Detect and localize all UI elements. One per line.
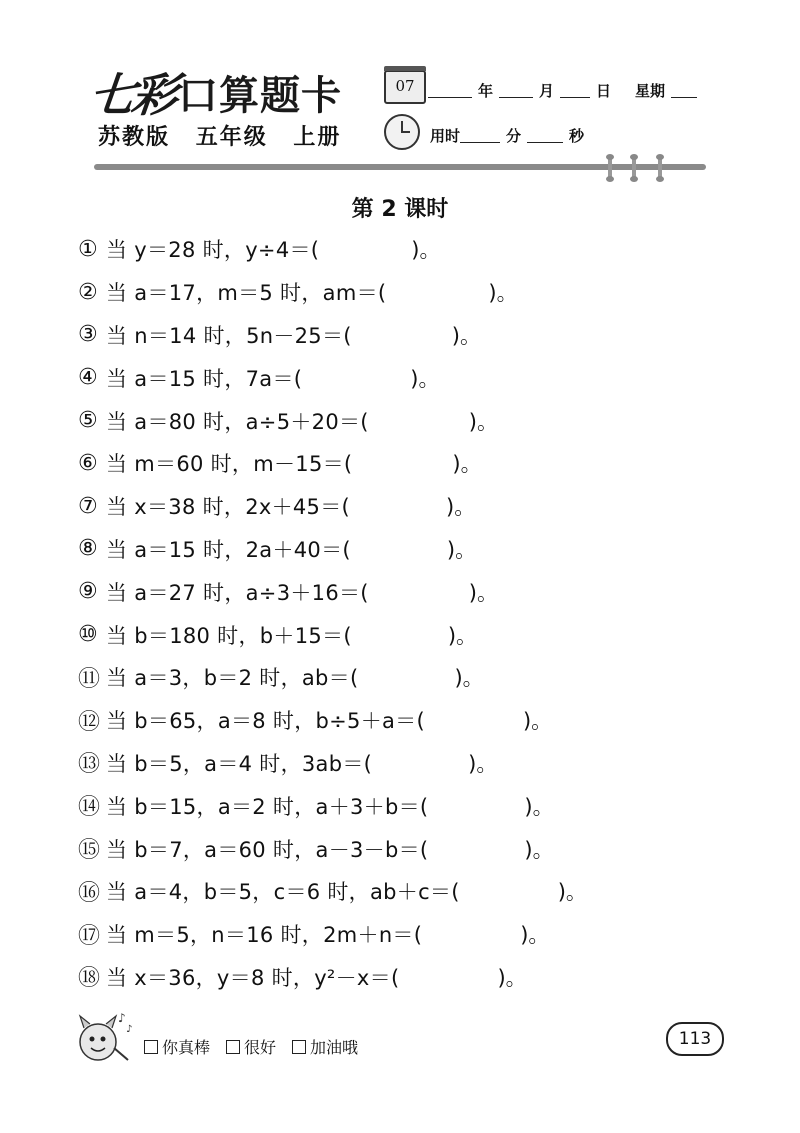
answer-close: )。 — [524, 794, 554, 819]
problem-expression: 当 a＝27 时，a÷3＋16＝( — [106, 580, 369, 605]
problem-expression: 当 n＝14 时，5n－25＝( — [106, 323, 352, 348]
checkbox[interactable] — [144, 1040, 158, 1054]
answer-close: )。 — [452, 452, 482, 477]
header-divider — [94, 164, 706, 170]
problem-expression: 当 m＝5，n＝16 时，2m＋n＝( — [106, 923, 423, 948]
rating-label: 很好 — [244, 1038, 277, 1057]
minutes-label: 分 — [506, 127, 522, 145]
problem-expression: 当 x＝38 时，2x＋45＝( — [106, 495, 351, 520]
year-blank[interactable] — [428, 83, 472, 98]
problem-item — [78, 399, 738, 442]
self-rating — [144, 1035, 358, 1058]
volume: 上册 — [293, 125, 342, 150]
problem-item — [78, 656, 738, 699]
problem-expression: 当 a＝15 时，2a＋40＝( — [106, 537, 351, 562]
answer-close: )。 — [468, 409, 498, 434]
problem-expression: 当 a＝15 时，7a＝( — [106, 366, 303, 391]
problem-number: ⑭ — [78, 795, 101, 821]
problem-expression: 当 m＝60 时，m－15＝( — [106, 452, 353, 477]
problem-number: ⑤ — [78, 408, 98, 434]
problem-expression: 当 a＝4，b＝5，c＝6 时，ab＋c＝( — [106, 880, 460, 905]
rating-great[interactable] — [144, 1035, 210, 1058]
rating-keep-going[interactable] — [292, 1035, 358, 1058]
checkbox[interactable] — [226, 1040, 240, 1054]
rating-good[interactable] — [226, 1035, 276, 1058]
weekday-blank[interactable] — [671, 83, 697, 98]
answer-close: )。 — [410, 366, 440, 391]
problem-number: ⑯ — [78, 880, 101, 906]
month-label: 月 — [539, 82, 555, 100]
problem-item — [78, 742, 738, 785]
checkbox[interactable] — [292, 1040, 306, 1054]
publisher: 苏教版 — [98, 125, 171, 150]
problem-item — [78, 699, 738, 742]
problem-number: ⑩ — [78, 622, 98, 648]
year-label: 年 — [478, 82, 494, 100]
calendar-icon: 07 — [384, 70, 426, 104]
time-used-label: 用时 — [430, 127, 461, 145]
problem-number: ⑱ — [78, 966, 101, 992]
problem-item — [78, 271, 738, 314]
page-number: 113 — [666, 1022, 724, 1056]
problem-expression: 当 a＝17，m＝5 时，am＝( — [106, 281, 387, 306]
problem-item — [78, 827, 738, 870]
binder-ring-icon — [658, 156, 662, 180]
problem-number: ⑪ — [78, 666, 101, 692]
problem-item — [78, 314, 738, 357]
answer-close: )。 — [468, 580, 498, 605]
problem-number: ⑧ — [78, 536, 98, 562]
date-fields — [428, 80, 697, 101]
answer-close: )。 — [468, 751, 498, 776]
brand-logo — [86, 68, 342, 122]
answer-close: )。 — [447, 623, 478, 648]
problem-list — [78, 228, 738, 998]
problem-item — [78, 485, 738, 528]
problem-expression: 当 b＝7，a＝60 时，a－3－b＝( — [106, 837, 429, 862]
seconds-label: 秒 — [569, 127, 585, 145]
problem-number: ① — [78, 236, 98, 262]
problem-item — [78, 784, 738, 827]
problem-number: ⑮ — [78, 838, 101, 864]
lesson-title: 第 2 课时 — [351, 197, 449, 222]
problem-item — [78, 228, 738, 271]
problem-expression: 当 a＝3，b＝2 时，ab＝( — [106, 666, 359, 691]
problem-expression: 当 x＝36，y＝8 时，y²－x＝( — [106, 965, 400, 990]
problem-item — [78, 870, 738, 913]
day-label: 日 — [596, 82, 612, 100]
problem-expression: 当 a＝80 时，a÷5＋20＝( — [106, 409, 369, 434]
answer-close: )。 — [446, 537, 477, 562]
problem-expression: 当 b＝15，a＝2 时，a＋3＋b＝( — [106, 794, 429, 819]
problem-item — [78, 613, 738, 656]
answer-close: )。 — [446, 495, 476, 520]
answer-close: )。 — [520, 923, 550, 948]
problem-number: ⑬ — [78, 752, 101, 778]
clock-icon — [384, 114, 420, 150]
binder-ring-icon — [632, 156, 636, 180]
problem-number: ⑥ — [78, 450, 98, 476]
problem-number: ④ — [78, 365, 98, 391]
answer-close: )。 — [522, 709, 553, 734]
problem-number: ③ — [78, 322, 98, 348]
problem-item — [78, 356, 738, 399]
edition-line — [98, 120, 357, 151]
problem-number: ⑫ — [78, 709, 101, 735]
answer-close: )。 — [488, 281, 518, 306]
svg-text:♪: ♪ — [126, 1024, 133, 1035]
weekday-label: 星期 — [635, 82, 666, 100]
problem-expression: 当 b＝180 时，b＋15＝( — [106, 623, 352, 648]
binder-ring-icon — [608, 156, 612, 180]
problem-number: ② — [78, 279, 98, 305]
mascot-icon — [70, 1008, 136, 1070]
answer-close: )。 — [524, 837, 554, 862]
answer-close: )。 — [411, 238, 441, 263]
problem-item — [78, 442, 738, 485]
problem-expression: 当 b＝5，a＝4 时，3ab＝( — [106, 751, 373, 776]
answer-close: )。 — [557, 880, 587, 905]
rating-label: 你真棒 — [162, 1038, 211, 1057]
day-blank[interactable] — [560, 83, 590, 98]
problem-item — [78, 956, 738, 999]
month-blank[interactable] — [499, 83, 533, 98]
answer-close: )。 — [451, 323, 481, 348]
minutes-blank[interactable] — [460, 128, 500, 143]
problem-item — [78, 528, 738, 571]
rating-label: 加油哦 — [310, 1038, 359, 1057]
problem-number: ⑨ — [78, 579, 98, 605]
problem-expression: 当 b＝65，a＝8 时，b÷5＋a＝( — [106, 709, 425, 734]
svg-text:♪: ♪ — [118, 1011, 126, 1025]
problem-item — [78, 913, 738, 956]
logo-script: 七彩 — [86, 68, 177, 122]
seconds-blank[interactable] — [527, 128, 563, 143]
problem-number: ⑰ — [78, 923, 101, 949]
grade: 五年级 — [195, 125, 268, 150]
problem-number: ⑦ — [78, 493, 98, 519]
problem-item — [78, 570, 738, 613]
answer-close: )。 — [497, 965, 527, 990]
answer-close: )。 — [454, 666, 484, 691]
problem-expression: 当 y＝28 时，y÷4＝( — [106, 238, 320, 263]
time-fields — [430, 125, 590, 146]
logo-title: 口算题卡 — [178, 72, 342, 119]
